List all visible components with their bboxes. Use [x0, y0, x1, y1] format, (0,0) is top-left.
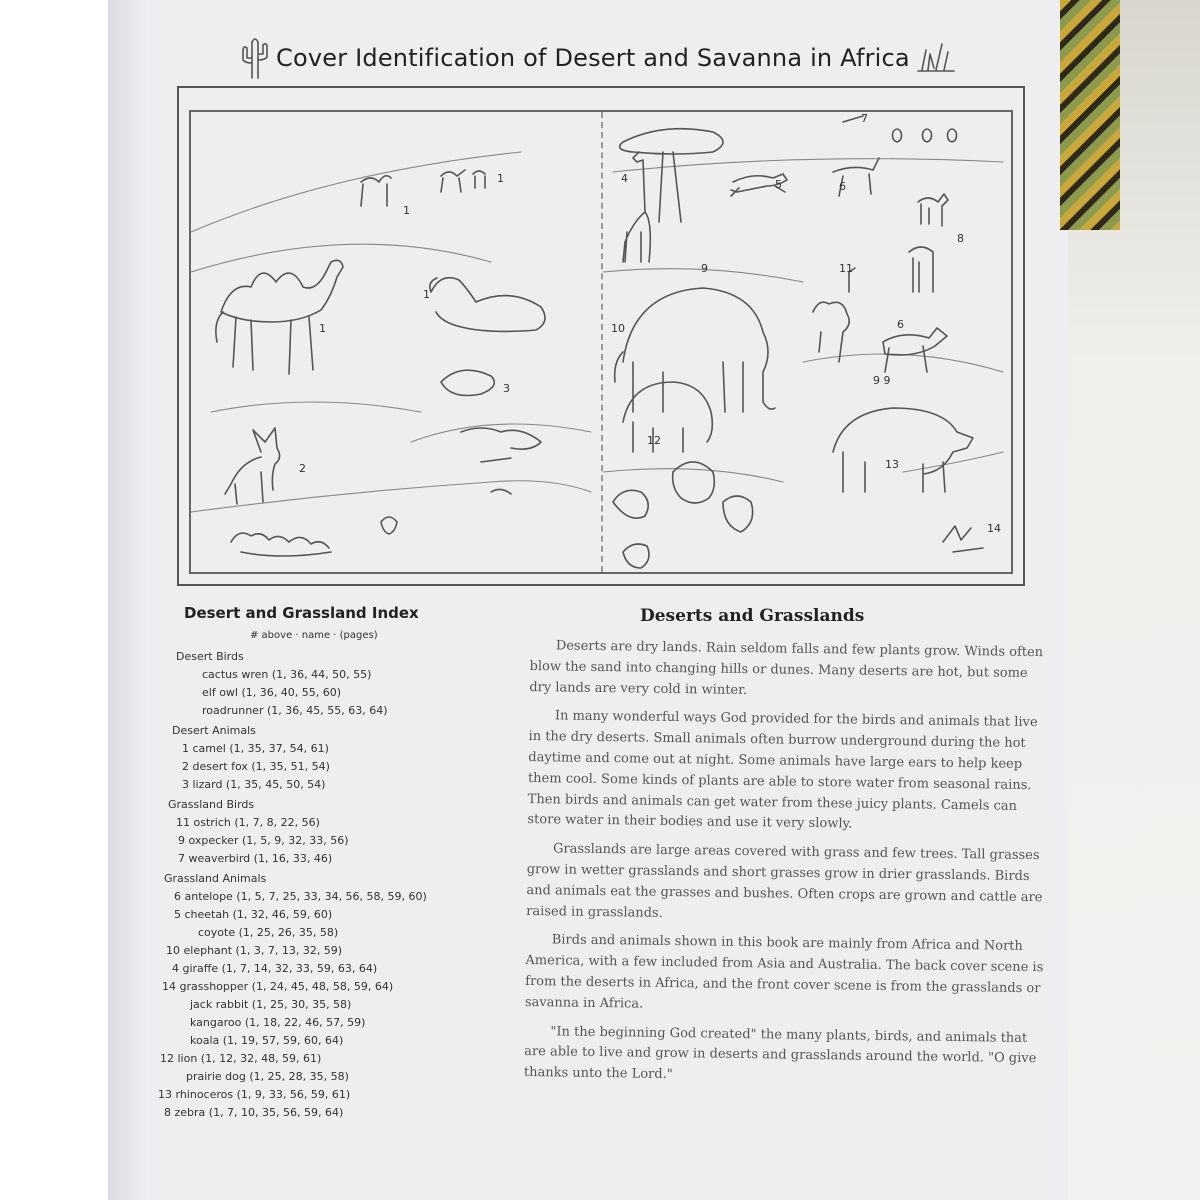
- grass-icon: [916, 38, 956, 78]
- index-item: koala (1, 19, 57, 59, 60, 64): [190, 1034, 344, 1047]
- scene-number: 1: [423, 288, 430, 301]
- index-item: 11 ostrich (1, 7, 8, 22, 56): [176, 816, 320, 829]
- essay-paragraph: Deserts are dry lands. Rain seldom falls and few plants grow. Winds often blow the sand into changing hills or dunes. Many deserts are hot, but some dry lands are very cold in winter.: [529, 638, 1044, 698]
- title-row: [240, 28, 980, 88]
- scene-number: 1: [403, 204, 410, 217]
- index-group-title: Desert Birds: [176, 650, 244, 663]
- savanna-scene: [603, 112, 1013, 578]
- essay-paragraph: "In the beginning God created" the many plants, birds, and animals that are able to live and grow in deserts and grasslands around the world. "O give thanks unto the Lord.": [523, 1023, 1037, 1083]
- essay-paragraph: Birds and animals shown in this book are mainly from Africa and North America, with a few included from Asia and Australia. The back cover scene is from the deserts in Africa, and the front cover scene is from the grasslands or savanna in Africa.: [524, 932, 1044, 1012]
- index-item: coyote (1, 25, 26, 35, 58): [198, 926, 339, 939]
- scene-number: 12: [647, 434, 661, 447]
- scene-number: 4: [621, 172, 628, 185]
- scene-number: 8: [957, 232, 964, 245]
- essay-title: Deserts and Grasslands: [640, 606, 865, 626]
- scene-number: 6: [897, 318, 904, 331]
- index-item: kangaroo (1, 18, 22, 46, 57, 59): [190, 1016, 366, 1029]
- page-binding-shadow: [108, 0, 148, 1200]
- index-item: 13 rhinoceros (1, 9, 33, 56, 59, 61): [158, 1088, 351, 1101]
- scene-number: 9 9: [873, 374, 891, 387]
- cover-corner-pattern: [1060, 0, 1120, 230]
- index-item: 4 giraffe (1, 7, 14, 32, 33, 59, 63, 64): [172, 962, 378, 975]
- index-item: 1 camel (1, 35, 37, 54, 61): [182, 742, 329, 755]
- index-item: 9 oxpecker (1, 5, 9, 32, 33, 56): [178, 834, 349, 847]
- scene-number: 7: [861, 112, 868, 125]
- index-item: 3 lizard (1, 35, 45, 50, 54): [182, 778, 326, 791]
- scene-number: 2: [299, 462, 306, 475]
- illustration-inner: [189, 110, 1013, 574]
- essay-paragraph: Grasslands are large areas covered with grass and few trees. Tall grasses grow in wetter grasslands and short grasses grow in drier grasslands. Birds and animals eat the grasses and bushes. Often crops are grown and cattle are raised in grasslands.: [526, 841, 1043, 921]
- scene-number: 10: [611, 322, 625, 335]
- index-item: 5 cheetah (1, 32, 46, 59, 60): [174, 908, 333, 921]
- essay-body: [524, 636, 1052, 1099]
- index-title: Desert and Grassland Index: [184, 604, 419, 622]
- index-group-title: Grassland Birds: [168, 798, 255, 811]
- index-item: 12 lion (1, 12, 32, 48, 59, 61): [160, 1052, 322, 1065]
- page-title: Cover Identification of Desert and Savanna in Africa: [276, 44, 910, 72]
- scene-number: 11: [839, 262, 853, 275]
- scene-number: 6: [839, 180, 846, 193]
- essay-paragraph: In many wonderful ways God provided for the birds and animals that live in the dry deserts. Small animals often burrow underground during the hot daytime and come out at night. Some animals have large ears to help keep them cool. Some kinds of plants are able to store water from seasonal rains. Then birds and animals can get water from these juicy plants. Camels can store water in their bodies and use it very slowly.: [527, 708, 1038, 832]
- index-item: 6 antelope (1, 5, 7, 25, 33, 34, 56, 58, 59, 60): [174, 890, 427, 903]
- scene-number: 5: [775, 178, 782, 191]
- index-item: cactus wren (1, 36, 44, 50, 55): [202, 668, 372, 681]
- scene-number: 3: [503, 382, 510, 395]
- cactus-icon: [240, 32, 270, 84]
- desert-scene: [191, 112, 601, 578]
- index-item: roadrunner (1, 36, 45, 55, 63, 64): [202, 704, 388, 717]
- index-subtitle: # above · name · (pages): [250, 630, 378, 641]
- index-item: elf owl (1, 36, 40, 55, 60): [202, 686, 342, 699]
- index-item: 8 zebra (1, 7, 10, 35, 56, 59, 64): [164, 1106, 344, 1119]
- illustration-frame: [177, 86, 1025, 586]
- index-item: jack rabbit (1, 25, 30, 35, 58): [190, 998, 352, 1011]
- index-group-title: Desert Animals: [172, 724, 256, 737]
- index-item: 14 grasshopper (1, 24, 45, 48, 58, 59, 64): [162, 980, 394, 993]
- scene-number: 13: [885, 458, 899, 471]
- index-group-title: Grassland Animals: [164, 872, 267, 885]
- scene-number: 14: [987, 522, 1001, 535]
- index-item: prairie dog (1, 25, 28, 35, 58): [186, 1070, 349, 1083]
- index-list: [156, 646, 456, 1122]
- index-item: 2 desert fox (1, 35, 51, 54): [182, 760, 330, 773]
- scene-number: 1: [497, 172, 504, 185]
- index-item: 10 elephant (1, 3, 7, 13, 32, 59): [166, 944, 343, 957]
- scene-number: 9: [701, 262, 708, 275]
- scene-number: 1: [319, 322, 326, 335]
- background-left: [0, 0, 108, 1200]
- index-item: 7 weaverbird (1, 16, 33, 46): [178, 852, 333, 865]
